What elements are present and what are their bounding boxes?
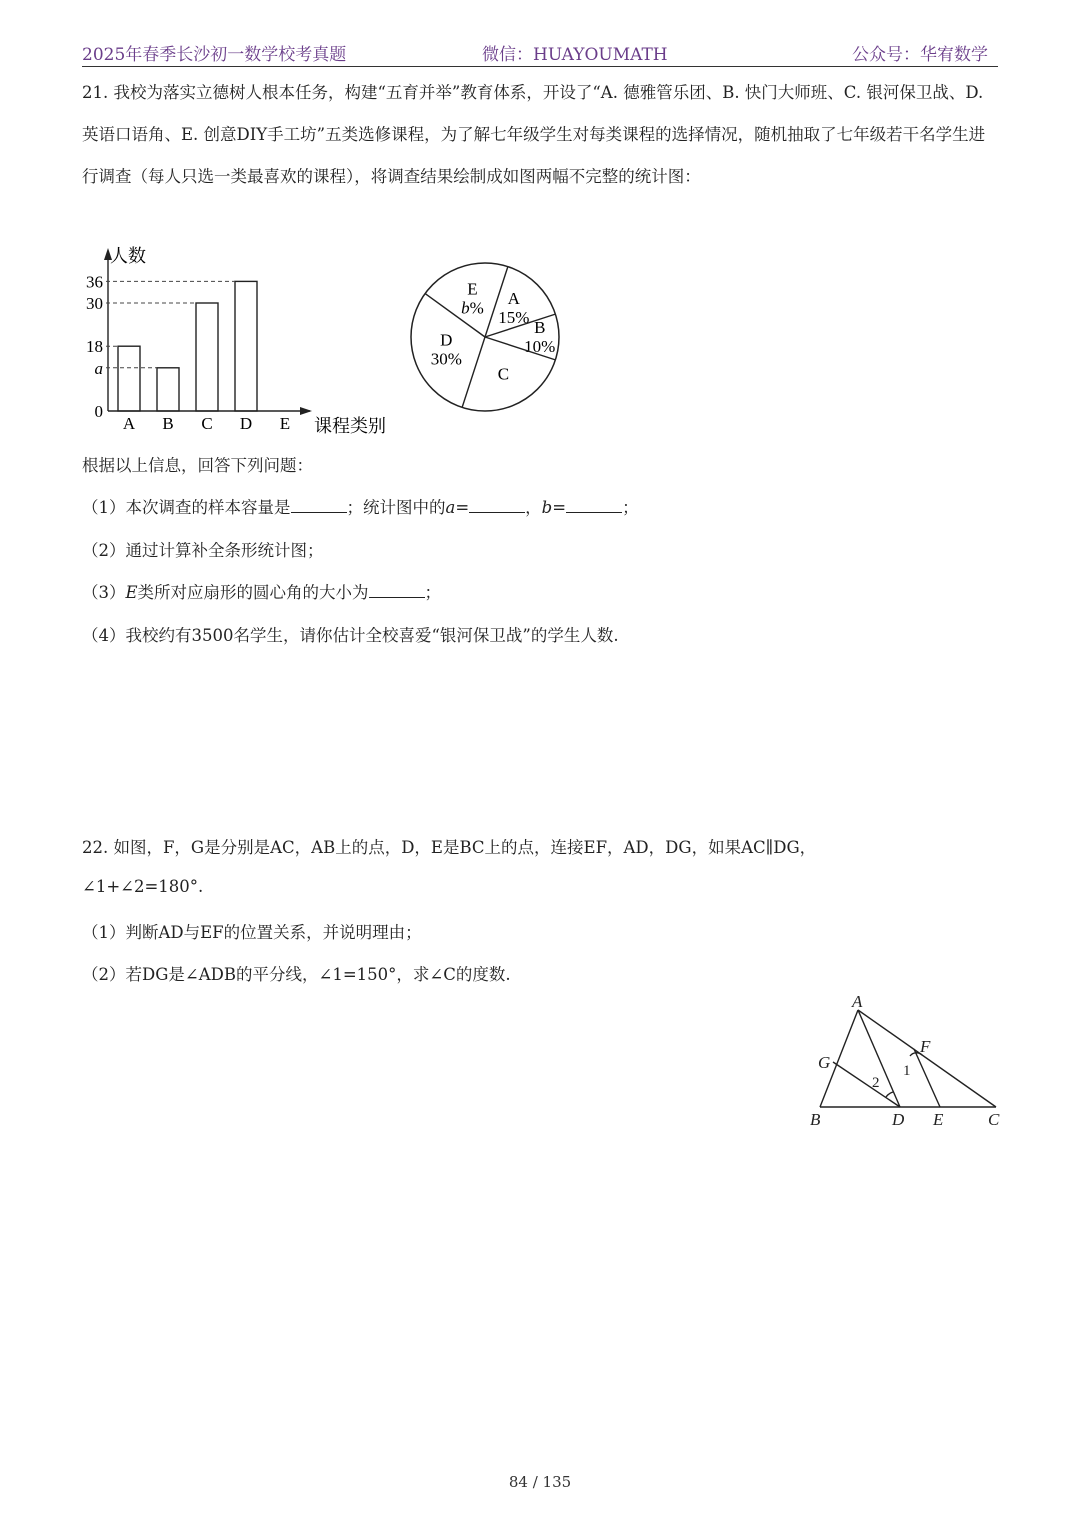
bar-c (196, 303, 218, 411)
q21-part4: （4）我校约有3500名学生，请你估计全校喜爱“银河保卫战”的学生人数. (82, 626, 619, 645)
var-e: E (125, 583, 138, 602)
header-title: 2025年春季长沙初一数学校考真题 (82, 45, 347, 65)
header-wechat: 微信：HUAYOUMATH (482, 45, 668, 65)
comma: ， (525, 498, 542, 517)
pie-slice-label: D (440, 330, 453, 350)
pie-slice-label: E (467, 279, 478, 299)
q21-part3 (82, 579, 441, 603)
q21-part3-text: 类所对应扇形的圆心角的大小为 (137, 583, 369, 602)
x-tick-label: B (162, 414, 174, 433)
pie-slice-value: 10% (524, 337, 556, 356)
pie-chart (404, 256, 566, 418)
equals-sign-a: = (455, 498, 470, 517)
label-c: C (988, 1110, 1000, 1129)
x-axis-arrow (300, 407, 312, 415)
header-account: 公众号：华宥数学 (852, 45, 988, 65)
y-tick-label: 18 (86, 337, 103, 357)
q21-part3-num: （3） (82, 583, 126, 602)
q21-part3-end: ； (424, 583, 442, 602)
label-d: D (892, 1110, 905, 1129)
q21-part1-mid: ；统计图中的 (346, 498, 446, 517)
pie-slice-label: B (534, 318, 546, 337)
bar-a (118, 346, 140, 411)
y-tick-label: 36 (86, 272, 103, 292)
equals-sign-b: = (552, 498, 567, 517)
q21-intro: 21. 我校为落实立德树人根本任务，构建“五育并举”教育体系，开设了“A. 德雅管乐团、B. 快门大师班、C. 银河保卫战、D. 英语口语角、E. 创意DIY手工坊”五类选修课程，为了解七年级学生对每类课程的选择情况，随机抽取了七年级若干名学生进行调查（每人只选一类最喜欢的课程），将调查结果绘制成如图两幅不完整的统计图： (82, 83, 986, 186)
y-tick-label: 0 (94, 402, 103, 421)
pie-slice-d-edge (462, 337, 485, 407)
bar-chart-axes (86, 248, 312, 421)
bar-d (235, 281, 257, 411)
label-e: E (933, 1110, 944, 1129)
label-a: A (852, 992, 863, 1011)
x-tick-label: E (279, 414, 291, 433)
answer-blank-sample-size[interactable] (291, 498, 347, 513)
y-tick-label: a (94, 358, 103, 378)
q22-line1: 22. 如图，F，G是分别是AC，AB上的点，D，E是BC上的点，连接EF，AD，DG，如果AC∥DG， (82, 838, 817, 857)
pie-slice-label: A (507, 289, 520, 309)
q22-part2: （2）若DG是∠ADB的平分线，∠1=150°，求∠C的度数. (82, 965, 511, 984)
pie-slice-value: 30% (430, 349, 462, 369)
var-a: a (445, 498, 456, 517)
label-g: G (818, 1053, 831, 1072)
bar-b (157, 368, 179, 411)
x-tick-label: D (239, 414, 253, 433)
semicolon: ； (622, 498, 639, 517)
angle2-arc (886, 1092, 893, 1097)
q22-line2: ∠1+∠2=180°. (82, 877, 204, 896)
label-f: F (920, 1037, 931, 1056)
q21-part1 (82, 494, 639, 518)
answer-blank-b[interactable] (566, 498, 622, 513)
q21-part2: （2）通过计算补全条形统计图； (82, 541, 324, 560)
pie-slice-value: b% (461, 298, 484, 318)
bar-chart-xlabel: 课程类别 (314, 416, 386, 436)
answer-blank-a[interactable] (469, 498, 525, 513)
answer-blank-angle[interactable] (369, 583, 425, 598)
page-header (82, 38, 998, 67)
page-number: 84 / 135 (508, 1473, 572, 1491)
bar-chart (78, 240, 408, 445)
q22-part1: （1）判断AD与EF的位置关系，并说明理由； (82, 923, 422, 942)
x-tick-label: A (122, 414, 136, 433)
pie-slice-label: C (497, 364, 510, 384)
var-b: b (541, 498, 553, 517)
q21-lead: 根据以上信息，回答下列问题： (82, 456, 313, 475)
y-tick-label: 30 (86, 294, 103, 313)
x-tick-label: C (201, 414, 213, 433)
label-angle1: 1 (903, 1063, 911, 1079)
triangle-figure (800, 990, 1010, 1130)
label-angle2: 2 (872, 1075, 880, 1091)
q21-part1-text: （1）本次调查的样本容量是 (82, 498, 291, 517)
bar-chart-ylabel: 人数 (110, 246, 146, 266)
pie-slice-value: 15% (498, 308, 530, 328)
label-b: B (810, 1110, 821, 1129)
